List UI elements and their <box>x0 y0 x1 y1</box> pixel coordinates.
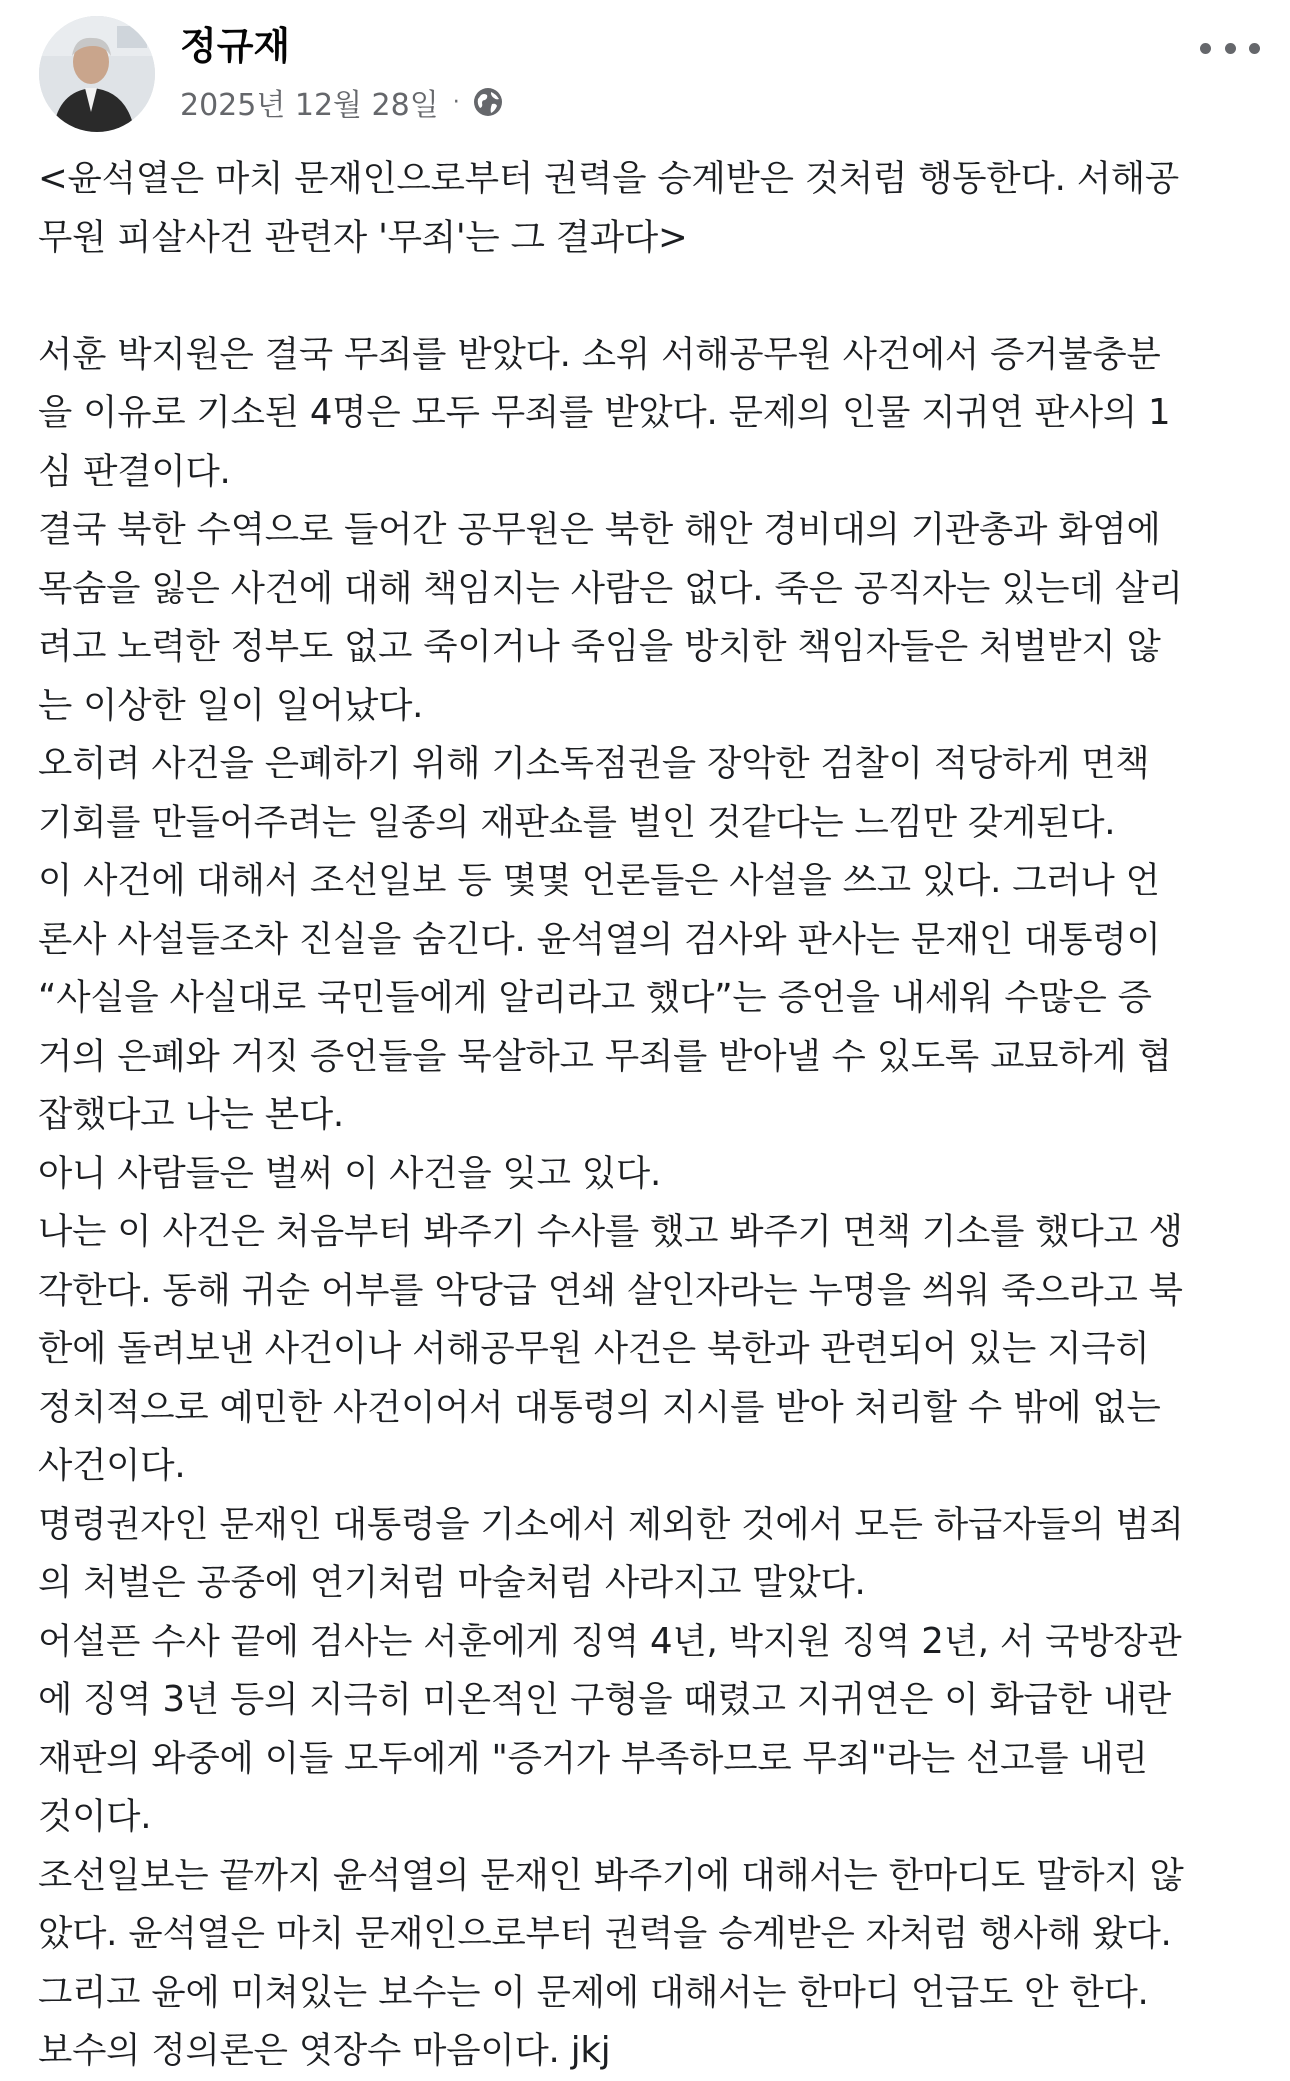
more-options-icon <box>1200 43 1211 54</box>
post-body-text <box>38 326 1258 2081</box>
post-text-line: 오히려 사건을 은폐하기 위해 기소독점권을 장악한 검찰이 적당하게 면책 <box>38 743 1150 784</box>
post-text-line: 보수의 정의론은 엿장수 마음이다. jkj <box>38 2030 611 2071</box>
post-text-line: 무원 피살사건 관련자 '무죄'는 그 결과다> <box>38 216 688 258</box>
meta-separator: · <box>452 89 460 115</box>
post-text-line: 이 사건에 대해서 조선일보 등 몇몇 언론들은 사설을 쓰고 있다. 그러나 언 <box>38 860 1160 901</box>
post-text-line: 한에 돌려보낸 사건이나 서해공무원 사건은 북한과 관련되어 있는 지극히 <box>38 1328 1150 1369</box>
post-text-line: 나는 이 사건은 처음부터 봐주기 수사를 했고 봐주기 면책 기소를 했다고 생 <box>38 1211 1183 1252</box>
post-text-line: 거의 은폐와 거짓 증언들을 묵살하고 무죄를 받아낼 수 있도록 교묘하게 협 <box>38 1035 1172 1077</box>
globe-icon <box>472 86 504 118</box>
more-options-dot <box>1225 43 1236 54</box>
post-text-line: 심 판결이다. <box>38 450 231 492</box>
post-text-line: 어설픈 수사 끝에 검사는 서훈에게 징역 4년, 박지원 징역 2년, 서 국방장관 <box>38 1620 1182 1662</box>
more-options-button[interactable] <box>1200 28 1260 68</box>
author-name[interactable]: 정규재 <box>180 24 291 68</box>
post-text-line: 을 이유로 기소된 4명은 모두 무죄를 받았다. 문제의 인물 지귀연 판사의 1 <box>38 392 1171 433</box>
post-text-line: 목숨을 잃은 사건에 대해 책임지는 사람은 없다. 죽은 공직자는 있는데 살리 <box>38 567 1183 609</box>
post-meta <box>180 82 504 122</box>
avatar[interactable] <box>39 16 155 132</box>
post-text-line: <윤석열은 마치 문재인으로부터 권력을 승계받은 것처럼 행동한다. 서해공 <box>38 158 1180 199</box>
more-options-dot <box>1249 43 1260 54</box>
post-text-line: 잡했다고 나는 본다. <box>38 1094 344 1135</box>
post-text-line: 결국 북한 수역으로 들어간 공무원은 북한 해안 경비대의 기관총과 화염에 <box>38 509 1161 550</box>
post-text-line: 서훈 박지원은 결국 무죄를 받았다. 소위 서해공무원 사건에서 증거불충분 <box>38 333 1161 375</box>
post-text-line: 아니 사람들은 벌써 이 사건을 잊고 있다. <box>38 1152 662 1194</box>
post-text-line: 재판의 와중에 이들 모두에게 "증거가 부족하므로 무죄"라는 선고를 내린 <box>38 1737 1148 1779</box>
post-text-line: 기회를 만들어주려는 일종의 재판쇼를 벌인 것같다는 느낌만 갖게된다. <box>38 801 1116 843</box>
post-text-line: “사실을 사실대로 국민들에게 알리라고 했다”는 증언을 내세워 수많은 증 <box>38 977 1152 1018</box>
post-text-line: 명령권자인 문재인 대통령을 기소에서 제외한 것에서 모든 하급자들의 범죄 <box>38 1503 1184 1545</box>
paragraph-gap <box>38 267 1258 326</box>
post-text-line: 그리고 윤에 미쳐있는 보수는 이 문제에 대해서는 한마디 언급도 안 한다. <box>38 1971 1149 2013</box>
post-text-line: 는 이상한 일이 일어났다. <box>38 684 424 726</box>
post-title <box>38 150 1258 267</box>
post-text-line: 에 징역 3년 등의 지극히 미온적인 구형을 때렸고 지귀연은 이 화급한 내란 <box>38 1679 1172 1720</box>
post-text-line: 려고 노력한 정부도 없고 죽이거나 죽임을 방치한 책임자들은 처벌받지 않 <box>38 626 1161 667</box>
avatar-photo <box>39 16 155 132</box>
post-header <box>0 0 1290 140</box>
post-text-line: 각한다. 동해 귀순 어부를 악당급 연쇄 살인자라는 누명을 씌워 죽으라고 북 <box>38 1269 1183 1311</box>
post-text-line: 것이다. <box>38 1796 152 1837</box>
post-text-line: 조선일보는 끝까지 윤석열의 문재인 봐주기에 대해서는 한마디도 말하지 않 <box>38 1854 1184 1896</box>
post-text-line: 사건이다. <box>38 1445 186 1486</box>
post-text-line: 론사 사설들조차 진실을 숨긴다. 윤석열의 검사와 판사는 문재인 대통령이 <box>38 918 1161 960</box>
post-date[interactable]: 2025년 12월 28일 <box>180 88 439 123</box>
post-text-line: 정치적으로 예민한 사건이어서 대통령의 지시를 받아 처리할 수 밖에 없는 <box>38 1386 1161 1428</box>
post-text-line: 의 처벌은 공중에 연기처럼 마술처럼 사라지고 말았다. <box>38 1562 866 1603</box>
post-text <box>38 150 1258 2081</box>
post-text-line: 았다. 윤석열은 마치 문재인으로부터 권력을 승계받은 자처럼 행사해 왔다. <box>38 1913 1172 1954</box>
